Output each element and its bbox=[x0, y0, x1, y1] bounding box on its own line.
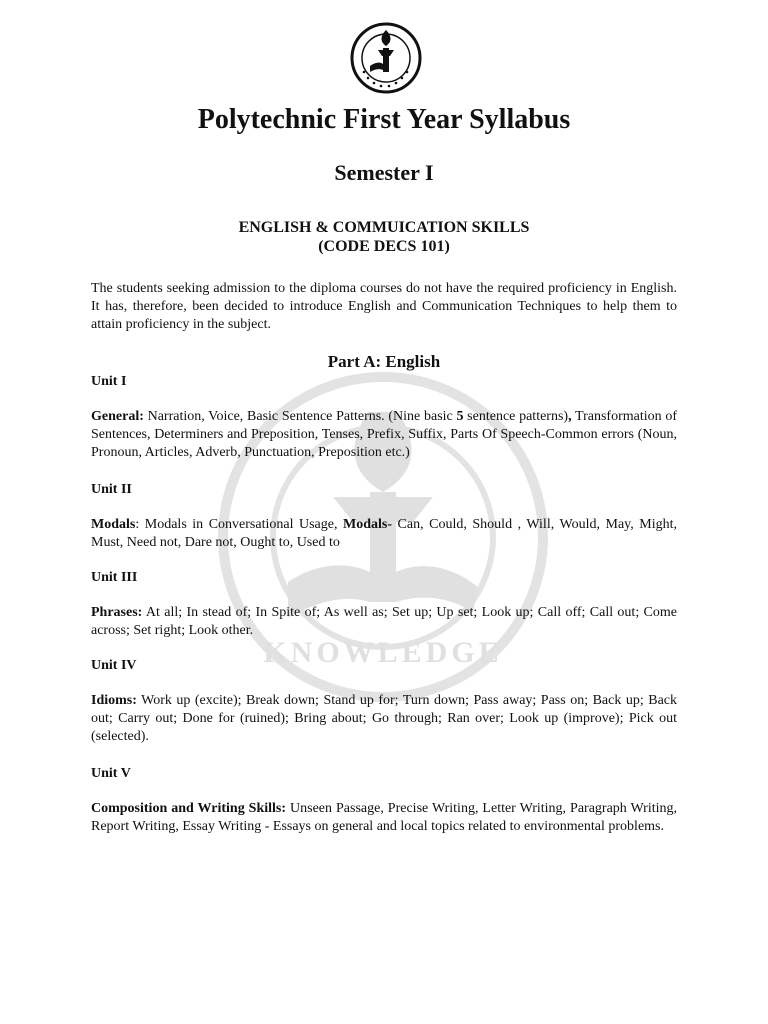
course-heading bbox=[0, 218, 768, 256]
document-title: Polytechnic First Year Syllabus bbox=[197, 104, 571, 135]
unit-bold: 5 bbox=[456, 409, 464, 424]
unit-body bbox=[91, 516, 677, 552]
intro-paragraph: The students seeking admission to the diploma courses do not have the required proficiency in English. It has, therefore, been decided to introduce English and Communication Techniques to help them to attain proficiency in the subject. bbox=[91, 281, 677, 332]
unit-heading: Unit III bbox=[91, 570, 138, 585]
unit-text: : Modals in Conversational Usage, bbox=[135, 517, 344, 532]
unit-lead: Idioms: bbox=[91, 693, 137, 708]
unit-text: sentence patterns) bbox=[463, 409, 569, 424]
university-seal-icon bbox=[350, 22, 422, 94]
unit-text: Unseen Passage, Precise Writing, Letter Writing, Paragraph Writing, Report Writing, Essay Writing - Essays on general and local topics related to environmental problems. bbox=[91, 801, 678, 834]
unit-bold: Modals- bbox=[343, 517, 393, 532]
unit-lead: Composition and Writing Skills: bbox=[91, 801, 287, 816]
part-heading: Part A: English bbox=[327, 352, 441, 371]
unit-heading: Unit V bbox=[91, 766, 131, 781]
unit-body bbox=[91, 604, 677, 640]
unit-text: Narration, Voice, Basic Sentence Patterns. (Nine basic bbox=[143, 409, 457, 424]
unit-heading: Unit IV bbox=[91, 658, 137, 673]
unit-bold: , bbox=[568, 409, 572, 424]
course-code: (CODE DECS 101) bbox=[318, 238, 450, 255]
unit-body bbox=[91, 692, 677, 746]
unit-text: Transformation of Sentences, Determiners and Preposition, Tenses, Prefix, Suffix, Parts Of Speech-Common errors (Noun, Pronoun, Articles, Adverb, Punctuation, Preposition etc.) bbox=[91, 409, 677, 460]
course-name: ENGLISH & COMMUICATION SKILLS bbox=[238, 219, 530, 236]
svg-text:KNOWLEDGE: KNOWLEDGE bbox=[263, 636, 503, 669]
unit-lead: General: bbox=[91, 409, 144, 424]
unit-heading: Unit II bbox=[91, 482, 132, 497]
unit-body bbox=[91, 408, 677, 462]
unit-text: At all; In stead of; In Spite of; As well as; Set up; Up set; Look up; Call off; Call out; Come across; Set right; Look other. bbox=[91, 605, 677, 638]
unit-lead: Modals bbox=[91, 517, 136, 532]
unit-body bbox=[91, 800, 677, 836]
unit-heading: Unit I bbox=[91, 374, 127, 389]
unit-lead: Phrases: bbox=[91, 605, 143, 620]
unit-text: Work up (excite); Break down; Stand up for; Turn down; Pass away; Pass on; Back up; Back out; Carry out; Done for (ruined); Bring about; Go through; Ran over; Look up (improve); Pick out (selected). bbox=[91, 693, 677, 744]
semester-heading: Semester I bbox=[334, 160, 434, 185]
unit-text: Can, Could, Should , Will, Would, May, Might, Must, Need not, Dare not, Ought to, Used to bbox=[91, 517, 678, 550]
